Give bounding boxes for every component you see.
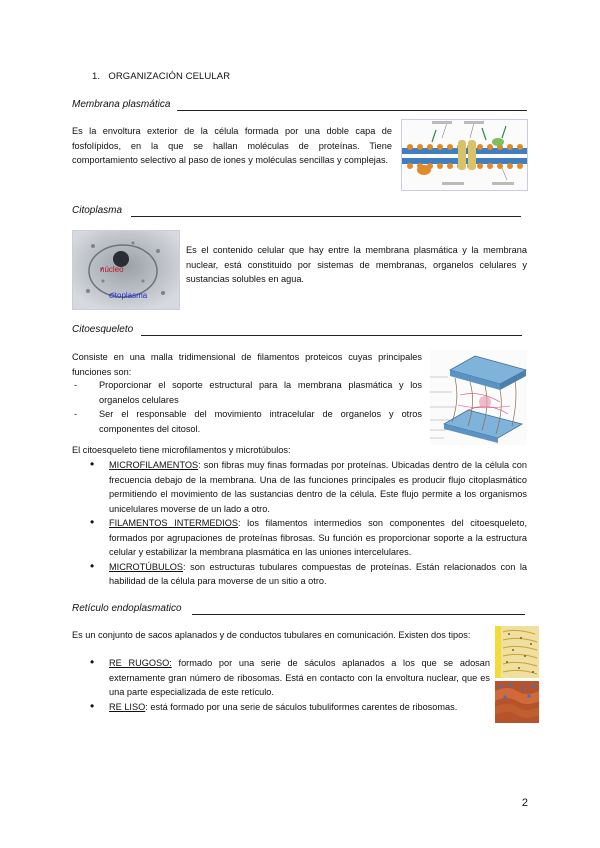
citoesqueleto-summary: El citoesqueleto tiene microfilamentos y microtúbulos:: [72, 445, 291, 455]
rough-er-image: [495, 626, 539, 678]
section-rule: [141, 335, 522, 336]
section-rule: [192, 614, 525, 615]
cytoskeleton-components-list: [88, 458, 527, 589]
term-microfilamentos: MICROFILAMENTOS: [109, 460, 199, 470]
list-item: - Proporcionar el soporte estructural para la membrana plasmática y los organelos celulares: [72, 378, 422, 407]
page-heading: 1. ORGANIZACIÓN CELULAR: [92, 71, 231, 82]
citoesqueleto-functions-list: [72, 378, 422, 436]
cytoskeleton-diagram-image: [430, 350, 527, 445]
membrana-text: Es la envoltura exterior de la célula formada por una doble capa de fosfolípidos, en la que se hallan moléculas de proteínas. Tiene comportamiento selectivo al paso de iones y moléculas sencillas y complejas.: [72, 126, 392, 165]
section-title-membrana: Membrana plasmática: [72, 99, 171, 110]
citoesqueleto-intro: Consiste en una malla tridimensional de filamentos proteicos cuyas principales funciones son:: [72, 352, 422, 377]
section-rule: [131, 216, 521, 217]
list-item: - Ser el responsable del movimiento intracelular de organelos y otros componentes del citosol.: [72, 407, 422, 436]
section-title-reticulo: Retículo endoplasmatico: [72, 603, 182, 614]
citoplasma-label: citoplasma: [109, 291, 148, 300]
term-filamentos-intermedios: FILAMENTOS INTERMEDIOS: [109, 518, 238, 528]
list-item: • MICROTÚBULOS: son estructuras tubulares compuestas de proteínas. Están relacionados con la habilidad de la célula para moverse de un sitio a otro.: [88, 560, 527, 589]
list-item: • RE RUGOSO: formado por una serie de sáculos aplanados a los que se adosan externamente gran número de ribosomas. Está en contacto con la envoltura nuclear, que es una parte especializada de este retículo.: [88, 656, 490, 700]
reticulo-intro: Es un conjunto de sacos aplanados y de conductos tubulares en comunicación. Existen dos tipos:: [72, 630, 471, 640]
list-item: • RE LISO: está formado por una serie de sáculos tubuliformes carentes de ribosomas.: [88, 700, 490, 715]
cytoplasm-micrograph-image: [72, 230, 180, 310]
er-types-list: [88, 656, 490, 714]
list-item: • FILAMENTOS INTERMEDIOS: los filamentos intermedios son componentes del citoesqueleto, formados por agrupaciones de proteínas fibrosas. Su función es proporcionar soporte a la estructura celular y estabilizar la membrana plasmática en las uniones intercelulares.: [88, 516, 527, 560]
smooth-er-image: [495, 681, 539, 723]
list-item: • MICROFILAMENTOS: son fibras muy finas formadas por proteínas. Ubicadas dentro de la célula con frecuencia debajo de la membrana. Una de las funciones principales es producir flujo citoplasmático permitiendo el movimiento de las sustancias dentro de la célula. Este flujo permite a los organismos unicelulares moverse de un lado a otro.: [88, 458, 527, 516]
term-re-rugoso: RE RUGOSO:: [109, 658, 172, 668]
membrane-diagram-image: [401, 119, 528, 191]
section-title-citoesqueleto: Citoesqueleto: [72, 324, 134, 335]
term-microtubulos: MICROTÚBULOS: [109, 561, 184, 572]
citoplasma-text: Es el contenido celular que hay entre la membrana plasmática y la membrana nuclear, está constituido por sistemas de membranas, organelos celulares y sustancias solubles en agua.: [186, 245, 527, 284]
nucleo-label: núcleo: [100, 265, 124, 274]
section-title-citoplasma: Citoplasma: [72, 205, 123, 216]
section-rule: [177, 110, 527, 111]
page-number: 2: [521, 797, 528, 809]
term-re-liso: RE LISO: [109, 701, 146, 712]
